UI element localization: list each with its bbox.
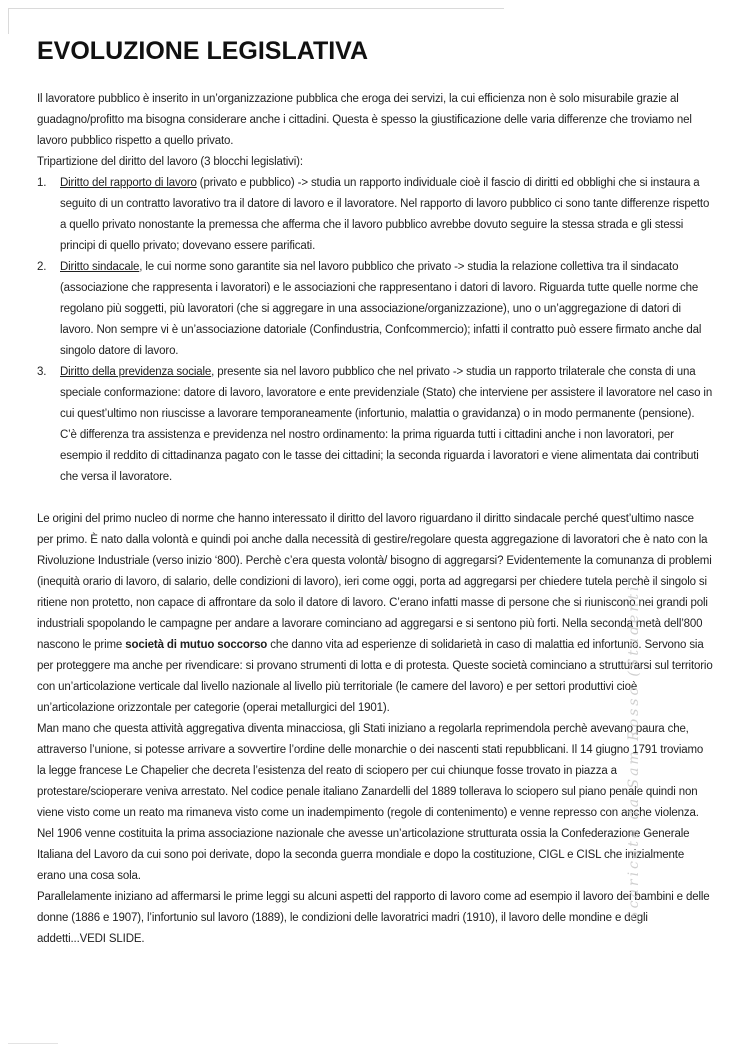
- list-item-lead-underlined: Diritto della previdenza sociale: [60, 366, 212, 378]
- list-item-number: 2.: [37, 261, 47, 273]
- sideways-watermark-text: Scaricato da Sam Rosso (Studenti): [626, 575, 642, 921]
- blank-line-spacer: [37, 488, 713, 509]
- list-item-lead-underlined: Diritto del rapporto di lavoro: [60, 177, 197, 189]
- page-title: EVOLUZIONE LEGISLATIVA: [37, 37, 369, 65]
- page-border-artifact-left: [8, 8, 9, 34]
- tripartition-line: Tripartizione del diritto del lavoro (3 blocchi legislativi):: [37, 156, 303, 168]
- list-item-number: 1.: [37, 177, 47, 189]
- list-item-diritto-previdenza-sociale: [37, 362, 713, 488]
- paragraph-origini-diritto-sindacale: [37, 509, 713, 719]
- list-item-text: [60, 362, 713, 488]
- list-item-diritto-sindacale: [37, 257, 713, 362]
- list-item-body: (privato e pubblico) -> studia un rapporto individuale cioè il fascio di diritti ed obblighi che si instaura a seguito di un contratto lavorativo tra il datore di lavoro e il lavoratore. Nel rapporto di lavoro pubblico ci sono tante differenze rispetto a quello privato nonostante la premessa che afferma che il lavoro pubblico avrebbe dovuto seguire la stessa strada e gli stessi principi di quello privato; dovevano essere parificati.: [60, 177, 710, 252]
- list-item-diritto-rapporto-lavoro: [37, 173, 713, 257]
- paragraph-text: Le origini del primo nucleo di norme che hanno interessato il diritto del lavoro riguardano il diritto sindacale perché quest’ultimo nasce per primo. È nato dalla volontà e quindi poi anche dalla necessità di gestire/regolare questa aggregazione di lavoratori che è nato con la Rivoluzione Industriale (verso inizio ‘800). Perchè c’era questa volontà/ bisogno di aggregarsi? Evidentemente la comunanza di problemi (inequità orario di lavoro, di salario, delle condizioni di lavoro), ieri come oggi, porta ad aggregarsi per chiedere tutela perchè il singolo si ritiene non protetto, non capace di affrontare da solo il datore di lavoro. C’erano infatti masse di persone che si riuniscono nei grandi poli industriali spopolando le campagne per andare a lavorare cominciano ad aggregarsi e si sentono più forti. Nella seconda metà dell’800 nascono le prime: [37, 513, 712, 651]
- legal-blocks-list: [37, 173, 713, 488]
- page-border-artifact-bottom: [8, 1043, 58, 1044]
- paragraph-man-mano-repressione: Man mano che questa attività aggregativa diventa minacciosa, gli Stati iniziano a regolarla reprimendola perchè avevano paura che, attraverso l’unione, si potesse arrivare a sovvertire l’ordine delle monarchie o dei nascenti stati repubblicani. Il 14 giugno 1791 troviamo la legge francese Le Chapelier che decreta l’esistenza del reato di sciopero per cui chiunque fosse trovato in piazza a protestare/scioperare veniva arrestato. Nel codice penale italiano Zanardelli del 1889 tollerava lo sciopero sul piano penale quindi non viene visto come un reato ma rimaneva visto come un inadempimento (regole di contenimento) e venne represso con anche violenza. Nel 1906 venne costituita la prima associazione nazionale che avesse un’articolazione strutturata ossia la Confederazione Generale Italiana del Lavoro da cui sono poi derivate, dopo la seconda guerra mondiale e dopo la costituzione, CIGL e CISL che inizialmente erano una cosa sola.: [37, 723, 704, 882]
- list-item-number: 3.: [37, 366, 47, 378]
- list-item-text: [60, 173, 713, 257]
- list-item-body: , presente sia nel lavoro pubblico che nel privato -> studia un rapporto trilaterale che consta di una speciale conformazione: datore di lavoro, lavoratore e ente previdenziale (Stato) che interviene per assistere il lavoratore nel caso in cui quest’ultimo non riuscisse a lavorare temporaneamente (infortunio, malattia o gravidanza) o in modo permanente (pensione). C’è differenza tra assistenza e previdenza nel nostro ordinamento: la prima riguarda tutti i cittadini anche i non lavoratori, per esempio il reddito di cittadinanza pagato con le tasse dei cittadini; la seconda riguarda i lavoratori e viene alimentata dai contributi che versa il lavoratore.: [60, 366, 713, 483]
- intro-paragraph: Il lavoratore pubblico è inserito in un’organizzazione pubblica che eroga dei servizi, la cui efficienza non è solo misurabile grazie al guadagno/profitto ma bisogna considerare anche i cittadini. Questa è spesso la giustificazione delle varia differenze che troviamo nel lavoro pubblico rispetto a quello privato.: [37, 93, 692, 147]
- list-item-text: [60, 257, 713, 362]
- page-border-artifact-top: [8, 8, 504, 9]
- paragraph-parallelamente-prime-leggi: Parallelamente iniziano ad affermarsi le prime leggi su alcuni aspetti del rapporto di lavoro come ad esempio il lavoro dei bambini e delle donne (1886 e 1907), l’infortunio sul lavoro (1889), le condizioni delle lavoratrici madri (1910), il lavoro delle mondine e degli addetti...VEDI SLIDE.: [37, 891, 710, 945]
- document-content: [37, 38, 713, 950]
- paragraph-text: che danno vita ad esperienze di solidarietà in caso di malattia ed infortunio. Servono sia per proteggere ma anche per rivendicare: si provano strumenti di lotta e di protesta. Queste società cominciano a strutturarsi sul territorio con un’articolazione verticale dal livello nazionale al livello più territoriale (le camere del lavoro) e per settori produttivi cioè un’articolazione orizzontale per categorie (operai metallurgici del 1901).: [37, 639, 713, 714]
- bold-societa-di-mutuo-soccorso: società di mutuo soccorso: [125, 639, 268, 651]
- list-item-body: , le cui norme sono garantite sia nel lavoro pubblico che privato -> studia la relazione collettiva tra il sindacato (associazione che rappresenta i lavoratori) e le associazioni che rappresentano i datori di lavoro. Riguarda tutte quelle norme che regolano più soggetti, più lavoratori (che si aggregare in una associazione/organizzazione), uno o un’aggregazione di datori di lavoro. Non sempre vi è un’associazione datoriale (Confindustria, Confcommercio); infatti il contratto può essere firmato anche dal singolo datore di lavoro.: [60, 261, 702, 357]
- list-item-lead-underlined: Diritto sindacale: [60, 261, 140, 273]
